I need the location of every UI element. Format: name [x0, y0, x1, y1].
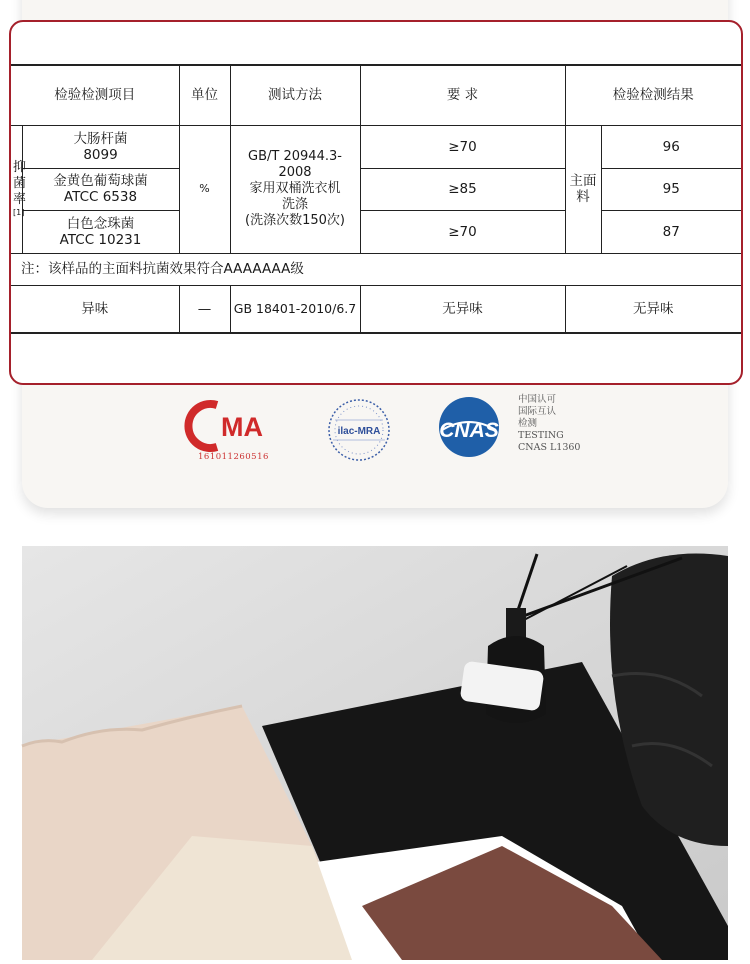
odor-requirement: 无异味	[360, 285, 565, 333]
header-result: 检验检测结果	[565, 65, 741, 125]
result-category-cell	[565, 125, 601, 253]
cma-number: 161011260516	[198, 452, 269, 462]
table-row	[11, 125, 741, 168]
cnas-caption	[518, 394, 580, 454]
note-text: 注：该样品的主面料抗菌效果符合AAAAAAA级	[11, 253, 741, 285]
ilac-mra-logo	[325, 396, 393, 464]
strain-name: 金黄色葡萄球菌	[53, 173, 148, 189]
note-row	[11, 253, 741, 285]
table-row	[11, 210, 741, 253]
result-cell: 96	[601, 125, 741, 168]
result-category-line: 料	[576, 189, 590, 205]
strain-code: ATCC 6538	[63, 189, 138, 205]
test-report-table	[11, 64, 741, 334]
cma-text: MA	[221, 412, 263, 442]
cnas-caption-line: 国际互认	[518, 406, 557, 417]
odor-row	[11, 285, 741, 333]
cnas-caption-line: CNAS L1360	[518, 442, 581, 453]
odor-unit: —	[179, 285, 230, 333]
category-footnote: [1]	[13, 208, 25, 217]
header-method: 测试方法	[230, 65, 360, 125]
strain-name: 大肠杆菌	[73, 130, 128, 147]
cnas-caption-line: 检测	[518, 418, 538, 429]
cnas-caption-line: TESTING	[518, 430, 564, 441]
strain-cell	[22, 210, 179, 253]
strain-cell	[22, 125, 179, 168]
method-cell	[230, 125, 360, 253]
category-char: 率	[13, 192, 27, 207]
category-char: 抑	[13, 160, 27, 175]
certification-logos	[0, 392, 750, 472]
method-line: (洗涤次数150次)	[245, 213, 345, 228]
category-cell	[11, 125, 27, 253]
result-cell: 87	[601, 210, 741, 253]
cnas-text: CNAS	[439, 419, 499, 442]
cnas-logo	[428, 394, 510, 460]
cnas-caption-line: 中国认可	[518, 394, 557, 405]
requirement-cell: ≥70	[360, 125, 565, 168]
method-line: GB/T 20944.3-2008	[248, 149, 342, 180]
requirement-cell: ≥70	[360, 210, 565, 253]
result-cell: 95	[601, 168, 741, 210]
product-photo-image	[22, 546, 728, 960]
odor-item: 异味	[11, 285, 179, 333]
method-line: 家用双桶洗衣机	[249, 181, 341, 196]
header-requirement: 要 求	[360, 65, 565, 125]
requirement-cell: ≥85	[360, 168, 565, 210]
cma-logo	[199, 399, 283, 453]
product-photo	[22, 546, 728, 960]
odor-result: 无异味	[565, 285, 741, 333]
method-line: 洗涤	[281, 197, 308, 212]
odor-method: GB 18401-2010/6.7	[230, 285, 360, 333]
result-category-line: 主面	[569, 173, 597, 189]
header-item: 检验检测项目	[11, 65, 179, 125]
ilac-text: ilac-MRA	[337, 426, 381, 437]
strain-cell	[22, 168, 179, 210]
unit-cell: %	[179, 125, 230, 253]
category-char: 菌	[13, 176, 27, 191]
strain-code: ATCC 10231	[59, 231, 142, 248]
table-row	[11, 168, 741, 210]
table-header-row	[11, 65, 741, 125]
header-unit: 单位	[179, 65, 230, 125]
strain-name: 白色念珠菌	[66, 215, 135, 232]
strain-code: 8099	[83, 146, 118, 163]
